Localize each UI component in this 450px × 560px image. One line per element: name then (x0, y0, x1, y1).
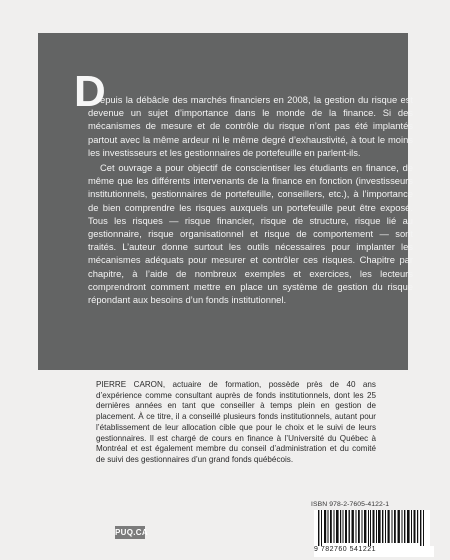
barcode-digits: 9 782760 541221 (314, 546, 434, 557)
barcode-graphic (314, 510, 430, 547)
isbn-label: ISBN 978-2-7605-4122-1 (311, 501, 390, 508)
author-name: PIERRE CARON (96, 380, 163, 389)
publisher-logo: PUQ.CA (115, 528, 148, 537)
summary-paragraph-2: Cet ouvrage a pour objectif de conscientiser les étudiants en finance, de même que les différents intervenants de la finance en fonction (investisseurs institutionnels, gestionnaires de portefeuille, conseillers, etc.), à l’importance de bien comprendre les risques auxquels un portefeuille peut être exposé. Tous les risques — risque financier, risque de structure, risque lié au gestionnaire, risque organisationnel et risque de comportement — sont traités. L’auteur donne surtout les outils nécessaires pour implanter les mécanismes adéquats pour mesurer et contrôler ces risques. Chapitre par chapitre, à l’aide de nombreux exemples et exercices, les lecteurs comprendront comment mettre en place un système de gestion du risque répondant aux besoins d’un fonds institutionnel. (88, 162, 413, 306)
summary-paragraph-1: epuis la débâcle des marchés financiers en 2008, la gestion du risque est devenue un sujet d’importance dans le monde de la finance. Si des mécanismes de mesure et de contrôle du risque n’ont pas été implantés partout avec la même ardeur ni le même degré d’exhaustivité, à tout le moins les investisseurs et les gestionnaires de portefeuille en parlent-ils. (88, 94, 413, 158)
summary-text (88, 93, 413, 306)
barcode-icon (314, 510, 430, 547)
author-bio-text: , actuaire de formation, possède près de 40 ans d’expérience comme consultant auprès de fonds institutionnels, dont les 25 dernières années en tant que conseiller à temps plein en gestion de placement. À ce titre, il a conseillé plusieurs fonds institutionnels, autant pour l’établissement de leur allocation cible que pour le choix et le suivi de leurs gestionnaires. Il est chargé de cours en finance à l’Université du Québec à Montréal et est également membre du conseil d’administration et du comité de suivi des gestionnaires d’un grand fonds québécois. (96, 380, 376, 464)
author-bio (96, 380, 376, 466)
drop-cap: D (74, 67, 106, 116)
summary-panel (38, 33, 413, 370)
